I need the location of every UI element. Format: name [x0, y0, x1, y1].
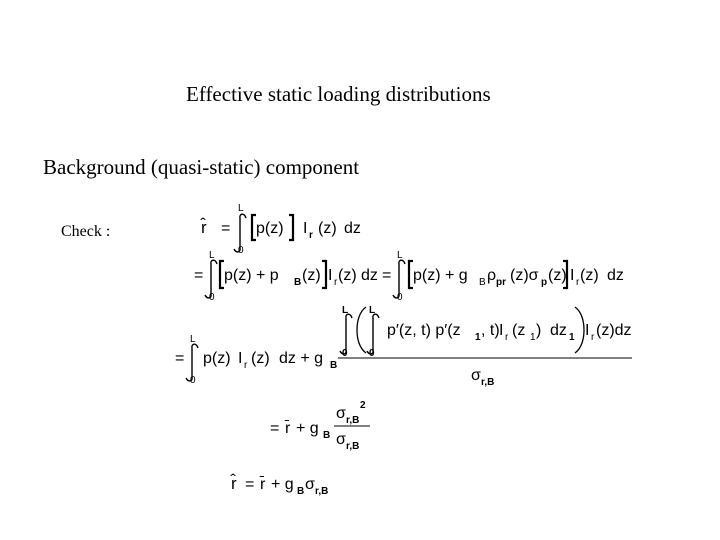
outer-integral-lower-limit: 0 — [342, 348, 348, 359]
influence-tail: (z)dz — [596, 322, 632, 339]
integral-lower-limit: 0 — [209, 292, 215, 303]
equation-line-4 — [270, 400, 370, 452]
influence-argument-2: (z) — [580, 267, 599, 284]
dz1-subscript: 1 — [569, 332, 575, 343]
covariance-term-end: , t) — [481, 322, 500, 339]
denominator-sigma: σ — [471, 367, 481, 384]
numerator-subscript: r,B — [346, 415, 360, 426]
sigma-subscript: r,B — [315, 486, 329, 497]
differential-2: dz — [607, 267, 624, 284]
r-bar-symbol: r̄ — [285, 420, 291, 437]
influence-symbol: I — [328, 267, 333, 284]
r-hat-symbol: r̂ — [231, 474, 237, 493]
influence-subscript-inner: r — [505, 332, 509, 343]
equals-sign: = — [270, 420, 280, 437]
r-hat-symbol: r̂ — [201, 218, 207, 237]
differential: dz — [361, 267, 378, 284]
g-subscript: B — [479, 277, 486, 288]
numerator-sigma: σ — [336, 405, 346, 422]
integral-lower-limit-2: 0 — [397, 292, 403, 303]
covariance-term: p′(z, t) p′(z — [387, 322, 461, 339]
equals-sign: = — [221, 220, 231, 237]
equation-line-1 — [200, 203, 361, 256]
differential: dz — [344, 220, 361, 237]
influence-symbol-2: I — [570, 267, 575, 284]
r-bar-symbol: r̄ — [260, 476, 266, 493]
equation-line-2 — [194, 250, 624, 303]
g-subscript: B — [330, 360, 338, 371]
integral-lower-limit: 0 — [190, 375, 196, 386]
right-bracket — [322, 261, 326, 288]
inner-integral-lower-limit: 0 — [369, 348, 375, 359]
denominator-subscript: r,B — [346, 441, 360, 452]
sigma-symbol: σ — [305, 476, 315, 493]
correlation-subscript: pr — [496, 277, 506, 288]
influence-argument: (z) — [338, 267, 357, 284]
influence-argument-inner-end: ) — [536, 322, 542, 339]
differential-plus-g: dz + g — [279, 350, 324, 367]
z1-subscript: 1 — [475, 332, 481, 343]
correlation-symbol: ρ — [487, 267, 497, 284]
influence-subscript: r — [309, 230, 313, 241]
sigma-term: (z)σ — [510, 267, 539, 284]
equation-line-5 — [230, 473, 328, 497]
integral-upper-limit: L — [190, 334, 196, 345]
inner-integral-upper-limit: L — [369, 305, 376, 316]
section-heading: Background (quasi-static) component — [43, 155, 360, 179]
z1-subscript-inner: 1 — [530, 332, 536, 343]
outer-integral-upper-limit: L — [342, 305, 349, 316]
differential-z1: dz — [550, 322, 567, 339]
left-paren — [357, 307, 366, 353]
influence-symbol-inner: I — [499, 322, 504, 339]
influence-argument: (z) — [251, 350, 270, 367]
integral-lower-limit: 0 — [238, 245, 244, 256]
slide-title: Effective static loading distributions — [186, 82, 491, 106]
influence-subscript-outer: r — [591, 332, 595, 343]
denominator-subscript: r,B — [481, 377, 495, 388]
influence-subscript: r — [244, 360, 248, 371]
pressure-argument-2: (z) — [548, 267, 567, 284]
g-subscript: B — [297, 486, 305, 497]
g-subscript: B — [323, 430, 331, 441]
equals-sign: = — [175, 350, 185, 367]
equals-sign: = — [245, 476, 255, 493]
pressure-argument: (z) — [302, 267, 321, 284]
pressure-sum-2: p(z) + g — [413, 267, 468, 284]
influence-subscript: r — [334, 277, 338, 288]
right-paren — [575, 307, 584, 353]
plus-g: + g — [296, 420, 319, 437]
background-subscript: B — [294, 277, 302, 288]
influence-subscript-2: r — [576, 277, 580, 288]
equation-line-3 — [175, 305, 632, 388]
integral-upper-limit: L — [238, 203, 244, 214]
pressure-term: p(z) — [203, 350, 231, 367]
pressure-term: p(z) — [256, 220, 284, 237]
equals-sign-2: = — [382, 267, 392, 284]
sigma-subscript: p — [541, 277, 548, 288]
equals-sign: = — [194, 267, 204, 284]
denominator-sigma: σ — [336, 431, 346, 448]
influence-symbol-outer: I — [585, 322, 590, 339]
integral-upper-limit: L — [209, 250, 215, 261]
right-bracket — [289, 215, 293, 240]
influence-argument: (z) — [318, 220, 337, 237]
plus-g: + g — [271, 476, 294, 493]
pressure-sum: p(z) + p — [224, 267, 279, 284]
influence-argument-inner: (z — [512, 322, 526, 339]
integral-upper-limit-2: L — [397, 250, 403, 261]
numerator-exponent: 2 — [360, 400, 366, 411]
influence-symbol: I — [303, 220, 308, 237]
influence-symbol: I — [238, 350, 243, 367]
check-label: Check : — [61, 223, 111, 240]
